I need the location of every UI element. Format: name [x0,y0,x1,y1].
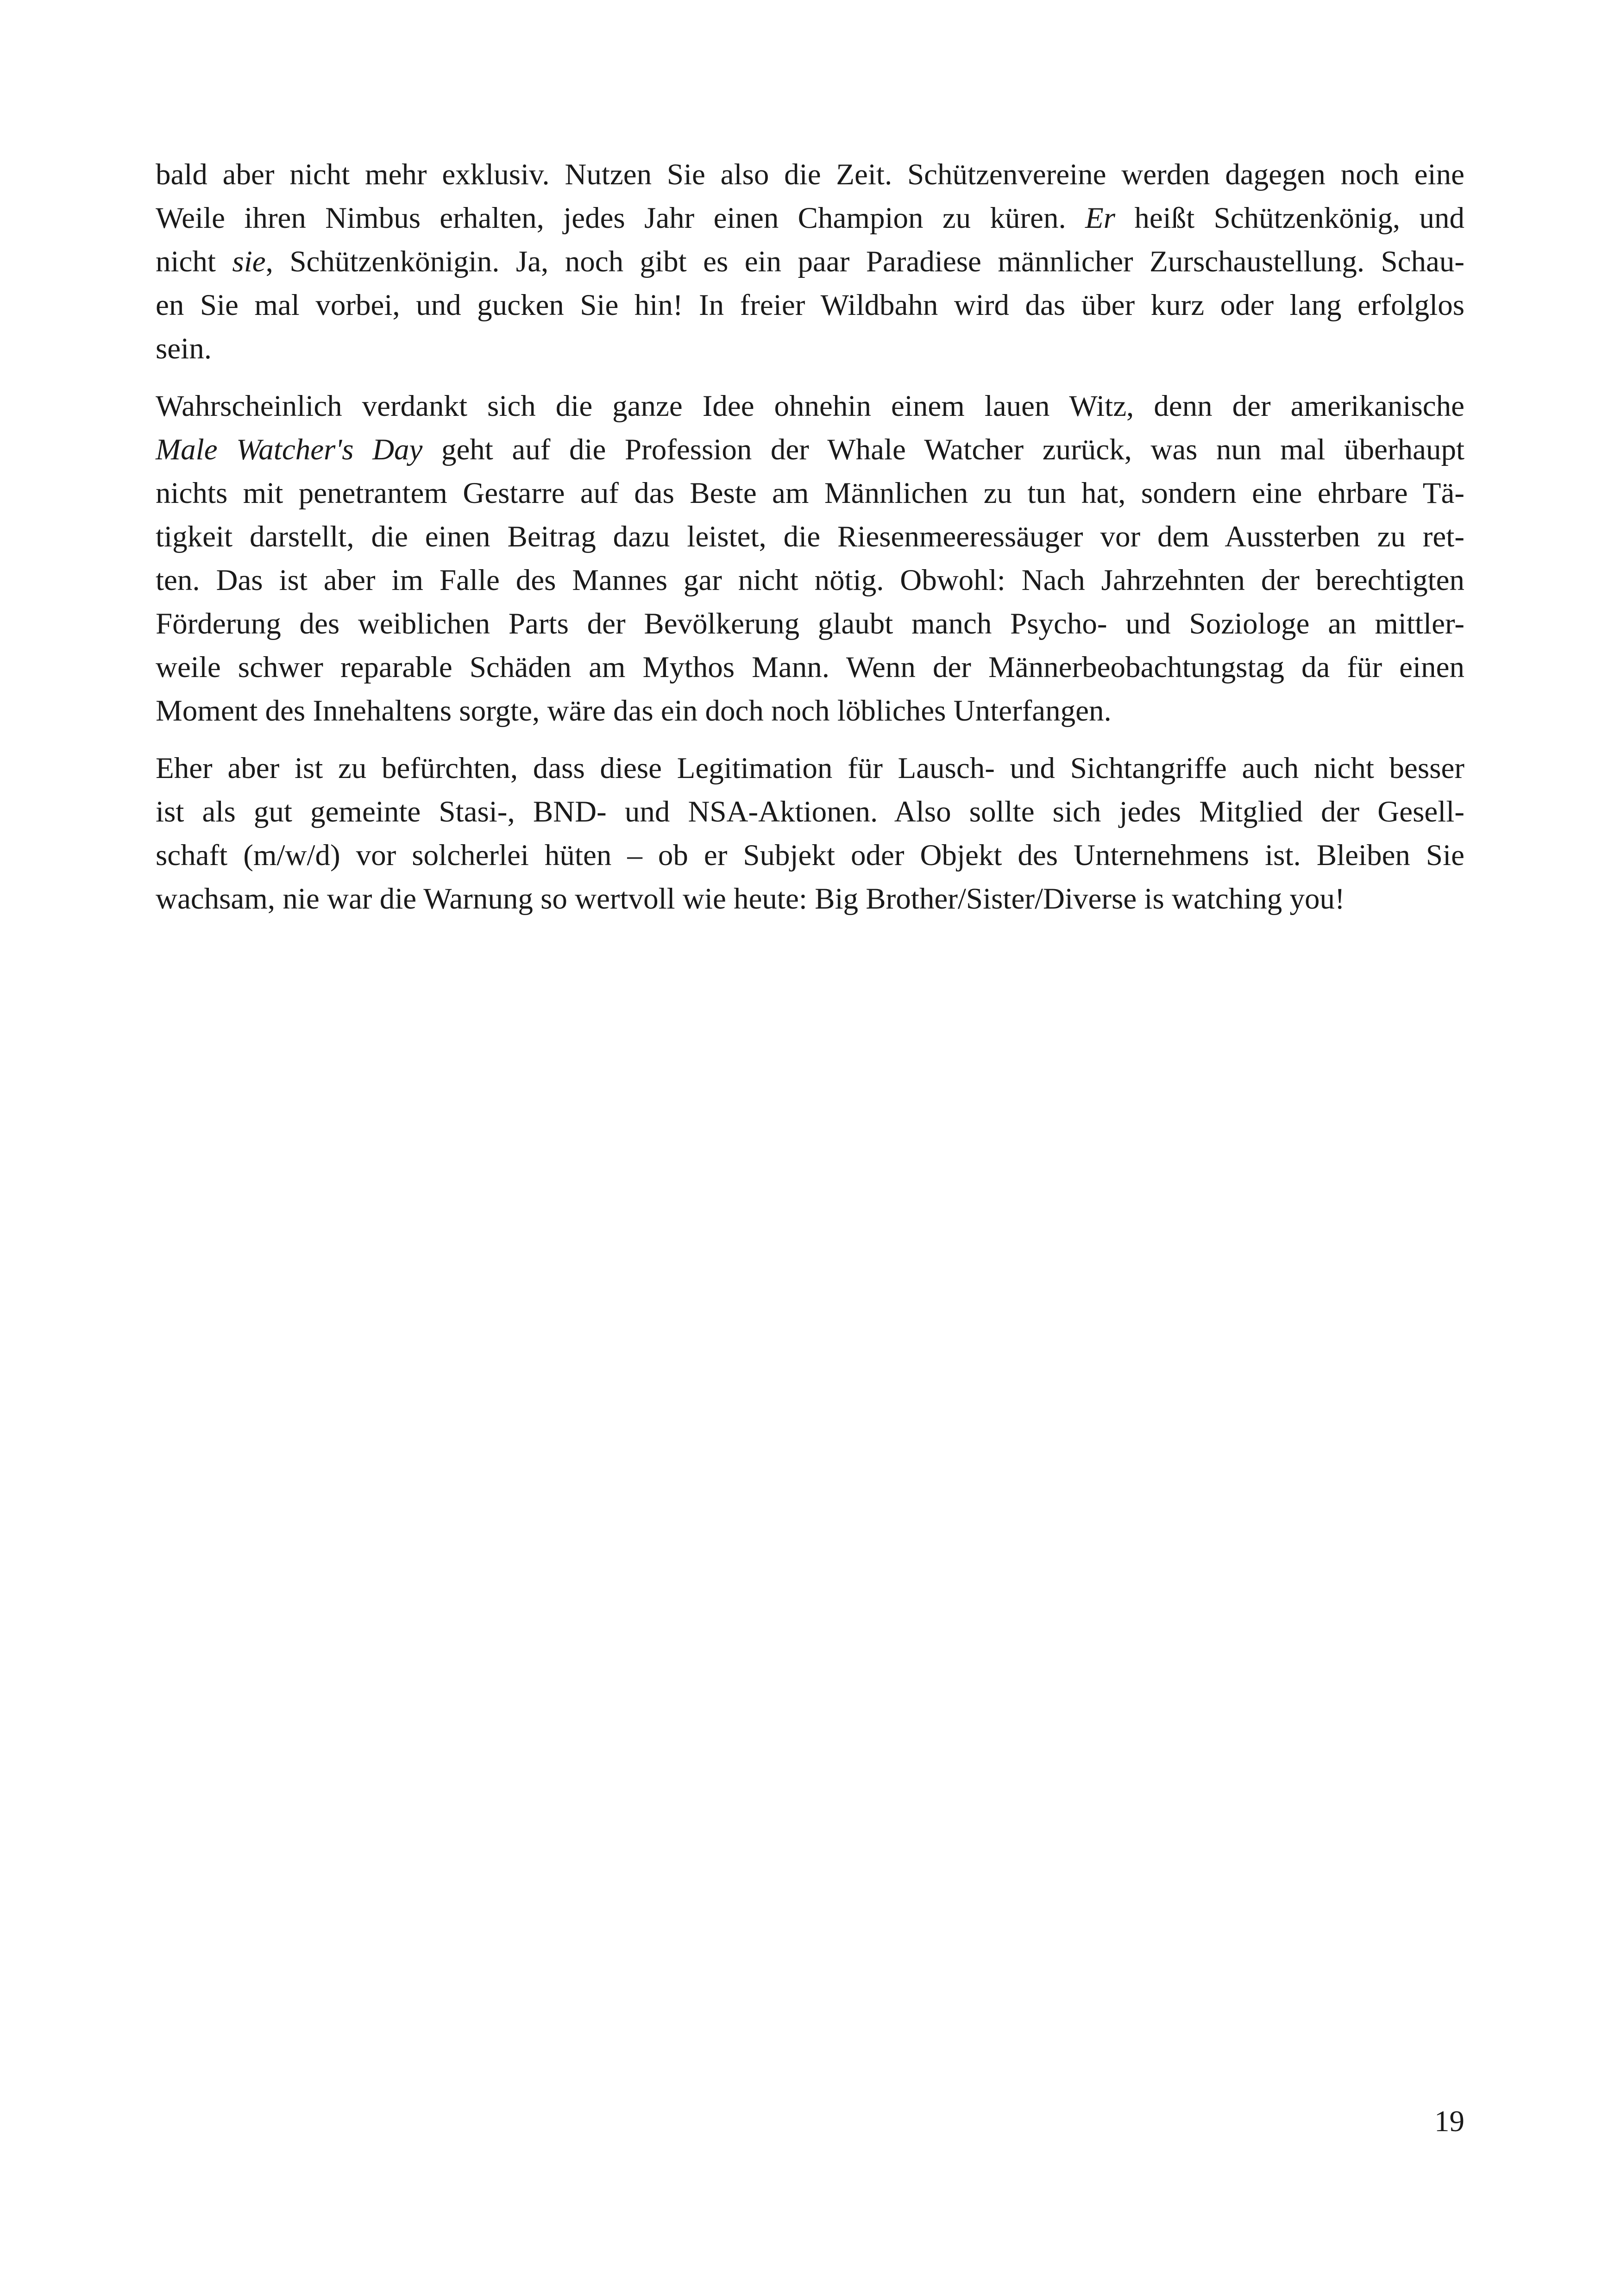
text-run: Moment des Innehaltens sorgte, wäre das ein doch noch löbliches Unterfangen. [156,694,1112,728]
text-run: Weile ihren Nimbus erhalten, jedes Jahr einen Champion zu küren. [156,201,1086,235]
body-text [156,153,1464,921]
text-run: , Schützenkönigin. Ja, noch gibt es ein paar Paradiese männlicher Zurschaustellung. Schau- [265,245,1465,278]
text-line [156,327,1464,370]
italic-text: Male Watcher's Day [156,433,423,466]
text-run: ten. Das ist aber im Falle des Mannes gar nicht nötig. Obwohl: Nach Jahrzehnten der berechtigten [156,564,1464,597]
paragraph-gap [156,733,1464,747]
italic-text: sie [232,245,266,278]
text-run: weile schwer reparable Schäden am Mythos Mann. Wenn der Männerbeobachtungstag da für einen [156,651,1464,684]
text-line [156,602,1464,646]
text-run: heißt Schützenkönig, und [1115,201,1464,235]
text-line [156,646,1464,689]
text-line [156,283,1464,327]
text-run: ist als gut gemeinte Stasi-, BND- und NSA-Aktionen. Also sollte sich jedes Mitglied der Gesell- [156,795,1464,828]
text-run: geht auf die Profession der Whale Watcher zurück, was nun mal überhaupt [422,433,1464,466]
text-line [156,834,1464,877]
text-run: Wahrscheinlich verdankt sich die ganze Idee ohnehin einem lauen Witz, denn der amerikanische [156,389,1464,423]
text-run: wachsam, nie war die Warnung so wertvoll wie heute: Big Brother/Sister/Diverse is watching you! [156,882,1345,916]
text-line [156,747,1464,790]
text-line [156,384,1464,428]
text-run: Eher aber ist zu befürchten, dass diese Legitimation für Lausch- und Sichtangriffe auch nicht besser [156,752,1464,785]
text-line [156,428,1464,471]
text-run: nichts mit penetrantem Gestarre auf das Beste am Männlichen zu tun hat, sondern eine ehrbare Tä- [156,477,1464,510]
text-line [156,515,1464,558]
text-line [156,877,1464,921]
text-line [156,153,1464,196]
text-line [156,240,1464,283]
paragraph-gap [156,370,1464,384]
text-line [156,689,1464,733]
text-line [156,558,1464,602]
text-run: schaft (m/w/d) vor solcherlei hüten – ob er Subjekt oder Objekt des Unternehmens ist. Bleiben Sie [156,839,1464,872]
text-run: sein. [156,332,212,365]
paragraph [156,747,1464,921]
text-run: bald aber nicht mehr exklusiv. Nutzen Sie also die Zeit. Schützenvereine werden dagegen noch eine [156,158,1464,191]
italic-text: Er [1085,201,1116,235]
text-line [156,471,1464,515]
paragraph [156,384,1464,733]
text-run: tigkeit darstellt, die einen Beitrag dazu leistet, die Riesenmeeressäuger vor dem Aussterben zu ret- [156,520,1464,553]
text-line [156,790,1464,834]
text-line [156,196,1464,240]
text-run: nicht [156,245,232,278]
text-run: Förderung des weiblichen Parts der Bevölkerung glaubt manch Psycho- und Soziologe an mittler- [156,607,1464,640]
paragraph [156,153,1464,370]
page-number: 19 [1434,2105,1464,2138]
text-run: en Sie mal vorbei, und gucken Sie hin! In freier Wildbahn wird das über kurz oder lang erfolglos [156,289,1464,322]
